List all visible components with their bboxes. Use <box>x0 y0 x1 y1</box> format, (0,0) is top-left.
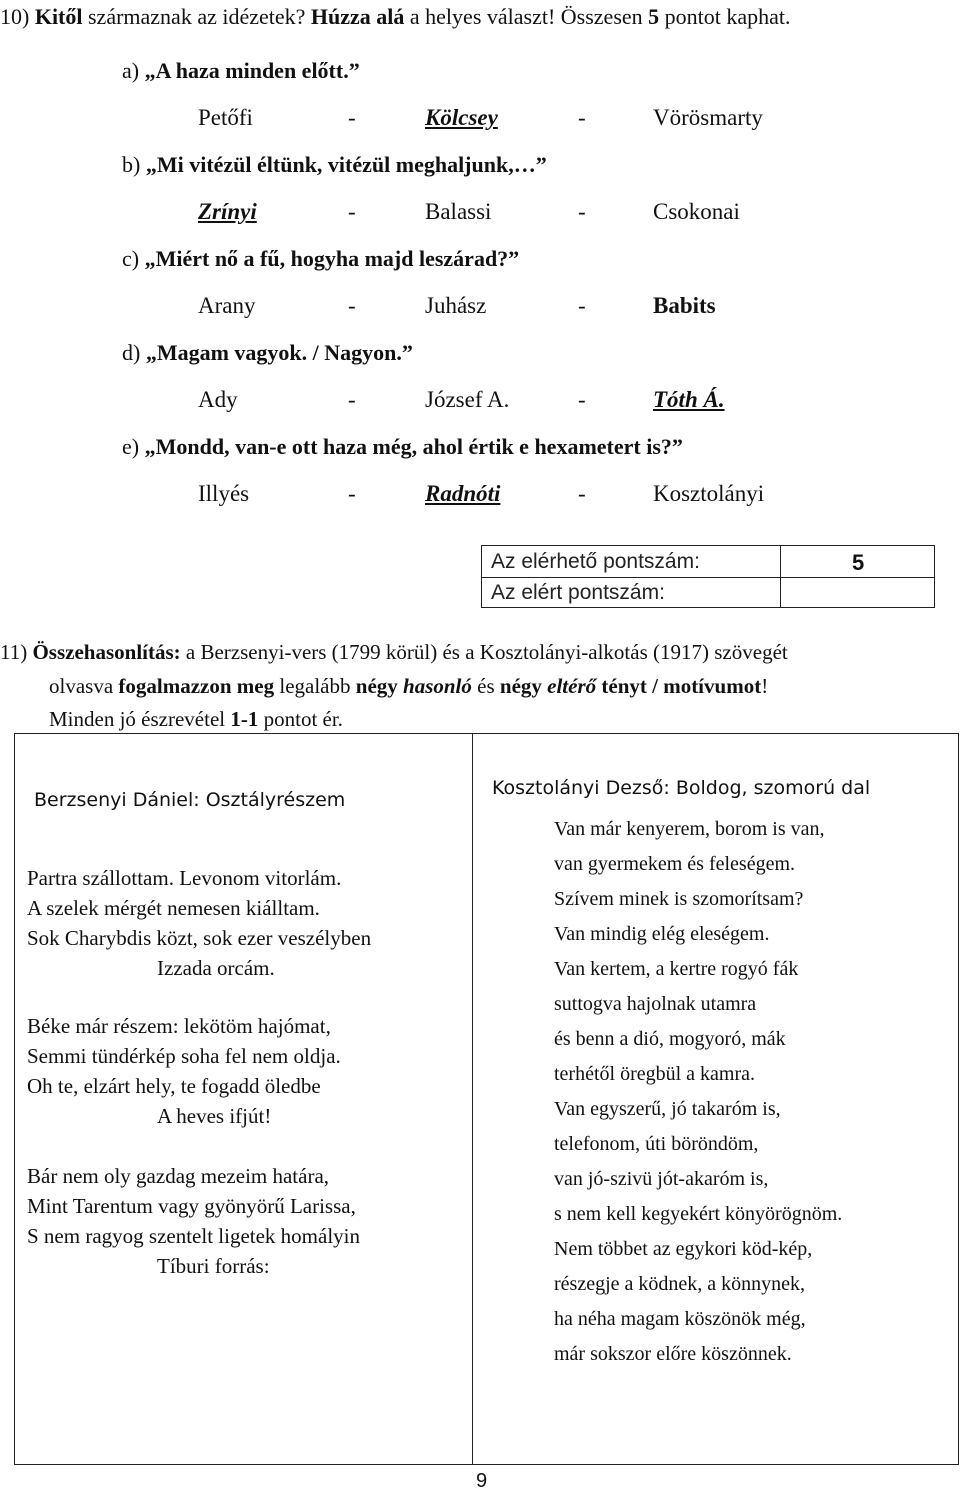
q11-text: és <box>471 674 500 698</box>
poem-right-line: Van kertem, a kertre rogyó fák <box>554 958 799 980</box>
q10-item-d-option-3-selected[interactable]: Tóth Á. <box>653 387 725 412</box>
score-box <box>481 545 935 608</box>
q11-title: Összehasonlítás: <box>32 640 181 664</box>
q10-item-c-option-1[interactable]: Arany <box>198 293 256 318</box>
q10-item-b-option-2[interactable]: Balassi <box>425 199 492 224</box>
q10-item-e-option-3[interactable]: Kosztolányi <box>653 481 765 506</box>
q10-item-a-quote <box>122 58 360 84</box>
q10-item-a-option-1[interactable]: Petőfi <box>198 105 253 130</box>
q11-keyword: négy <box>499 674 542 698</box>
q10-item-a-option-2-selected[interactable]: Kölcsey <box>425 105 498 130</box>
q10-intro-end: pontot kaphat. <box>659 4 791 29</box>
q10-item-a-option-3[interactable]: Vörösmarty <box>653 105 763 130</box>
poem-right-line: terhétől öregbül a kamra. <box>554 1063 756 1085</box>
q10-item-b-quote <box>122 152 547 178</box>
poem-left-title: Berzsenyi Dániel: Osztályrészem <box>34 789 346 811</box>
q11-text: pontot ér. <box>258 707 343 731</box>
q10-item-b-option-3[interactable]: Csokonai <box>653 199 740 224</box>
available-score-value: 5 <box>852 550 865 575</box>
dash: - <box>578 293 586 318</box>
q11-keyword: négy <box>355 674 398 698</box>
q10-item-d-option-2[interactable]: József A. <box>425 387 510 412</box>
q10-item-e-option-2-selected[interactable]: Radnóti <box>425 481 501 506</box>
dash: - <box>348 199 356 224</box>
poem-left-line: Sok Charybdis közt, sok ezer veszélyben <box>27 926 372 950</box>
q11-text: olvasva <box>49 674 119 698</box>
q11-text: a Berzsenyi-vers (1799 körül) és a Kosztolányi-alkotás (1917) szövegét <box>180 640 788 664</box>
poem-left-line: A heves ifjút! <box>157 1104 272 1128</box>
q10-keyword-huzza: Húzza alá <box>310 4 405 29</box>
q11-keyword: fogalmazzon meg <box>118 674 275 698</box>
poem-right-line: részegje a ködnek, a könnynek, <box>554 1273 806 1295</box>
q10-item-c-quote <box>122 246 519 272</box>
q10-instruction <box>0 4 791 30</box>
poem-right-line: suttogva hajolnak utamra <box>554 993 757 1015</box>
poem-left-line: Béke már részem: lekötöm hajómat, <box>27 1014 331 1038</box>
item-letter: d) <box>122 340 141 365</box>
poem-left-line: Tíburi forrás: <box>157 1254 270 1278</box>
poem-right-line: s nem kell kegyekért könyörögnöm. <box>554 1203 843 1225</box>
poem-right-line: van jó-szivü jót-akaróm is, <box>554 1168 769 1190</box>
q11-text: Minden jó észrevétel <box>49 707 231 731</box>
poem-left-line: Partra szállottam. Levonom vitorlám. <box>27 866 342 890</box>
quote-text: „Mi vitézül éltünk, vitézül meghaljunk,…” <box>145 152 547 177</box>
q11-line-2 <box>49 674 768 699</box>
poem-right-line: és benn a dió, mogyoró, mák <box>554 1028 786 1050</box>
poem-right-line: Van mindig elég eleségem. <box>554 923 770 945</box>
q10-item-d-option-1[interactable]: Ady <box>198 387 238 412</box>
dash: - <box>348 481 356 506</box>
poem-left-line: Semmi tündérkép soha fel nem oldja. <box>27 1044 341 1068</box>
achieved-score-field[interactable] <box>782 579 932 605</box>
dash: - <box>578 105 586 130</box>
quote-text: „Magam vagyok. / Nagyon.” <box>145 340 413 365</box>
q11-number: 11) <box>0 640 28 664</box>
q10-item-d-quote <box>122 340 413 366</box>
q10-item-e-option-1[interactable]: Illyés <box>198 481 250 506</box>
dash: - <box>578 199 586 224</box>
poem-left-line: Oh te, elzárt hely, te fogadd öledbe <box>27 1074 321 1098</box>
q11-keyword: hasonló <box>403 674 472 698</box>
poem-left-line: Izzada orcám. <box>157 956 275 980</box>
dash: - <box>578 481 586 506</box>
poems-table <box>14 733 959 1465</box>
poem-right-line: Van egyszerű, jó takaróm is, <box>554 1098 781 1120</box>
poem-right-line: van gyermekem és feleségem. <box>554 853 796 875</box>
q10-item-e-quote <box>122 434 683 460</box>
q10-item-b-option-1-selected[interactable]: Zrínyi <box>198 199 257 224</box>
item-letter: e) <box>122 434 140 459</box>
dash: - <box>348 387 356 412</box>
q11-keyword: eltérő <box>547 674 597 698</box>
poem-left-line: Bár nem oly gazdag mezeim határa, <box>27 1164 330 1188</box>
q10-keyword-kitol: Kitől <box>34 4 83 29</box>
q10-item-c-option-2[interactable]: Juhász <box>425 293 487 318</box>
q11-keyword: tényt / motívumot <box>601 674 762 698</box>
quote-text: „Miért nő a fű, hogyha majd leszárad?” <box>144 246 520 271</box>
achieved-score-label: Az elért pontszám: <box>491 581 665 604</box>
q10-intro-text: származnak az idézetek? <box>82 4 311 29</box>
page-number: 9 <box>476 1470 488 1492</box>
poem-right-line: Van már kenyerem, borom is van, <box>554 818 825 840</box>
quote-text: „Mondd, van-e ott haza még, ahol értik e hexametert is?” <box>144 434 683 459</box>
dash: - <box>348 293 356 318</box>
poem-left-line: A szelek mérgét nemesen kiálltam. <box>27 896 320 920</box>
poem-right-line: telefonom, úti böröndöm, <box>554 1133 759 1155</box>
poem-right-title: Kosztolányi Dezső: Boldog, szomorú dal <box>492 777 871 799</box>
item-letter: a) <box>122 58 140 83</box>
poem-left-line: S nem ragyog szentelt ligetek homályin <box>27 1224 361 1248</box>
q11-text: ! <box>761 674 769 698</box>
item-letter: c) <box>122 246 140 271</box>
poem-left-line: Mint Tarentum vagy gyönyörű Larissa, <box>27 1194 356 1218</box>
q10-points: 5 <box>648 4 660 29</box>
q11-line-1 <box>0 640 788 665</box>
q11-line-3 <box>49 707 343 732</box>
quote-text: „A haza minden előtt.” <box>144 58 360 83</box>
dash: - <box>578 387 586 412</box>
poem-right-line: ha néha magam köszönök még, <box>554 1308 806 1330</box>
poem-right-line: már sokszor előre köszönnek. <box>554 1343 792 1365</box>
poem-right-line: Nem többet az egykori köd-kép, <box>554 1238 813 1260</box>
q10-intro-text-2: a helyes választ! Összesen <box>404 4 649 29</box>
q11-text: legalább <box>274 674 356 698</box>
item-letter: b) <box>122 152 141 177</box>
dash: - <box>348 105 356 130</box>
q10-item-c-option-3-selected[interactable]: Babits <box>653 293 716 318</box>
q10-number: 10) <box>0 4 30 29</box>
q11-points: 1-1 <box>230 707 259 731</box>
available-score-label: Az elérhető pontszám: <box>491 550 700 573</box>
poem-right-line: Szívem minek is szomorítsam? <box>554 888 804 910</box>
